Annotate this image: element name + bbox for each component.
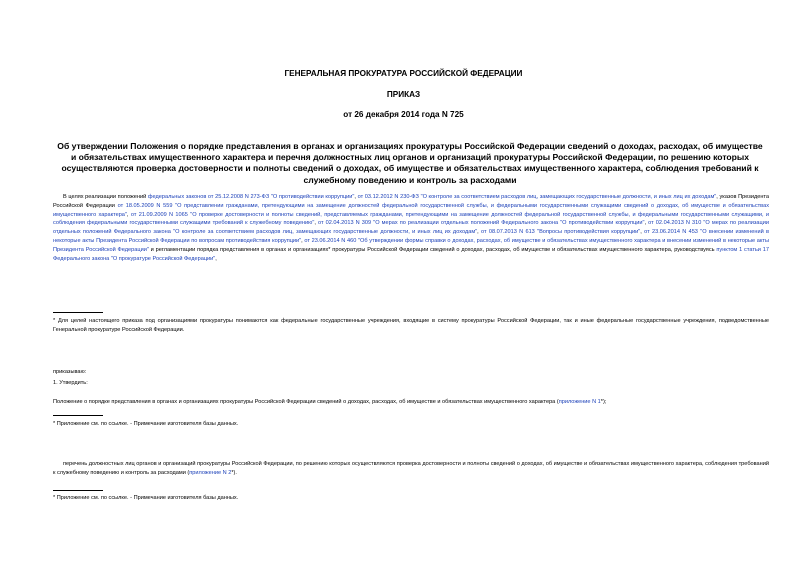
preamble-text: , xyxy=(314,220,318,227)
item-1b-paragraph xyxy=(53,460,769,478)
link-law-230[interactable]: от 03.12.2012 N 230-ФЗ "О контроле за соответствием расходов лиц, замещающих государственные должности, и иных лиц их доходам" xyxy=(357,194,717,200)
preamble-text: , xyxy=(644,220,649,227)
footnote-divider xyxy=(53,415,103,416)
footnote-appendix-2 xyxy=(53,494,769,503)
document-type: ПРИКАЗ xyxy=(386,90,421,99)
link-decree-309[interactable]: от 02.04.2013 N 309 "О мерах по реализации отдельных положений Федерального закона "О противодействии коррупции" xyxy=(317,220,645,227)
agency-heading: ГЕНЕРАЛЬНАЯ ПРОКУРАТУРА РОССИЙСКОЙ ФЕДЕРАЦИИ xyxy=(284,69,523,78)
item-1a-paragraph xyxy=(53,398,769,407)
preamble-text: , xyxy=(477,229,482,236)
link-appendix-1[interactable]: приложение N 1 xyxy=(558,399,601,405)
item-1a-end: *); xyxy=(600,399,607,405)
preamble-paragraph xyxy=(53,193,769,263)
link-decree-1065[interactable]: от 21.09.2009 N 1065 "О проверке достоверности и полноты сведений, представляемых гражданами, претендующими на замещение должностей федеральной государственной службы, и федеральными государственными служащими, и соблюдения федеральными государственными служащими требований к служебному поведению" xyxy=(53,211,770,227)
preamble-text: В целях реализации положений xyxy=(63,194,148,200)
link-federal-laws-273[interactable]: федеральных законов от 25.12.2008 N 273-ФЗ "О противодействии коррупции" xyxy=(147,194,355,200)
footnote-text: * Для целей настоящего приказа под организациями прокуратуры понимаются как федеральные государственные учреждения, входящие в систему прокуратуры Российской Федерации, так и иные федеральные государственные учреждения, подведомственные Генеральной прокуратуре Российской Федерации. xyxy=(53,318,769,333)
link-appendix-2[interactable]: приложение N 2 xyxy=(189,469,232,476)
footnote-divider xyxy=(53,490,103,491)
document-date-number: от 26 декабря 2014 года N 725 xyxy=(343,110,464,119)
preamble-text: , xyxy=(640,229,645,236)
item-1b-text: перечень должностных лиц органов и организаций прокуратуры Российской Федерации, по решению которых осуществляются проверка достоверности и полноты сведений о доходах, об имуществе и обязательствах имущественного характера, соблюдения требований к служебному поведению и контроль за расходами ( xyxy=(53,461,769,476)
item-1a-text: Положение о порядке представления в органах и организациях прокуратуры Российской Федерации сведений о доходах, расходах, об имуществе и обязательствах имущественного характера ( xyxy=(53,399,559,405)
preamble-text: , указов Президента Российской Федерации xyxy=(53,194,770,209)
footnote-text: * Приложение см. по ссылке. - Примечание изготовителя базы данных. xyxy=(53,421,239,427)
link-decree-559[interactable]: от 18.05.2009 N 559 "О представлении гражданами, претендующими на замещение должностей федеральной государственной службы, и федеральными государственными служащими сведений о доходах, об имуществе и обязательствах имущественного характера" xyxy=(53,202,769,218)
preamble-text: , xyxy=(354,194,358,200)
item-1-text: 1. Утвердить: xyxy=(53,380,88,386)
link-prosecution-law-art17[interactable]: пунктом 1 статьи 17 Федерального закона "О прокуратуре Российской Федерации" xyxy=(53,246,769,262)
link-decree-613[interactable]: от 08.07.2013 N 613 "Вопросы противодействия коррупции" xyxy=(481,229,641,236)
preamble-text: и регламентации порядка представления в органах и организациях* прокуратуры Российской Федерации сведений о доходах, расходах, об имуществе и обязательствах имущественного характера, руководствуясь xyxy=(148,246,717,253)
footnote-appendix-1 xyxy=(53,420,769,429)
footnote-divider xyxy=(53,312,103,313)
preamble-text: , xyxy=(215,255,217,262)
link-decree-460[interactable]: от 23.06.2014 N 460 "Об утверждении формы справки о доходах, расходах, об имуществе и обязательствах имущественного характера и внесении изменений в некоторые акты Президента Российской Федерации" xyxy=(53,237,770,253)
item-1 xyxy=(53,379,769,388)
link-decree-310[interactable]: от 02.04.2013 N 310 "О мерах по реализации отдельных положений Федерального закона "О контроле за соответствием расходов лиц, замещающих государственные должности, и иных лиц их доходам" xyxy=(53,220,769,236)
footnote-organizations xyxy=(53,317,769,335)
link-decree-453[interactable]: от 23.06.2014 N 453 "О внесении изменений в некоторые акты Президента Российской Федерации по вопросам противодействия коррупции" xyxy=(53,229,769,244)
footnote-text: * Приложение см. по ссылке. - Примечание изготовителя базы данных. xyxy=(53,495,239,501)
preamble-text: , xyxy=(301,237,305,244)
document-title: Об утверждении Положения о порядке представления в органах и организациях прокуратуры Российской Федерации сведений о доходах, расходах, об имуществе и обязательствах имущественного характера и перечня должностных лиц органов и организаций прокуратуры Российской Федерации, по решению которых осуществляются проверка достоверности и полноты сведений о доходах, об имуществе и обязательствах имущественного характера, соблюдения требований к служебному поведению и контроль за расходами xyxy=(57,141,763,185)
preamble-text: , xyxy=(126,211,131,218)
order-word: приказываю: xyxy=(53,369,87,375)
item-1b-end: *). xyxy=(231,469,237,476)
